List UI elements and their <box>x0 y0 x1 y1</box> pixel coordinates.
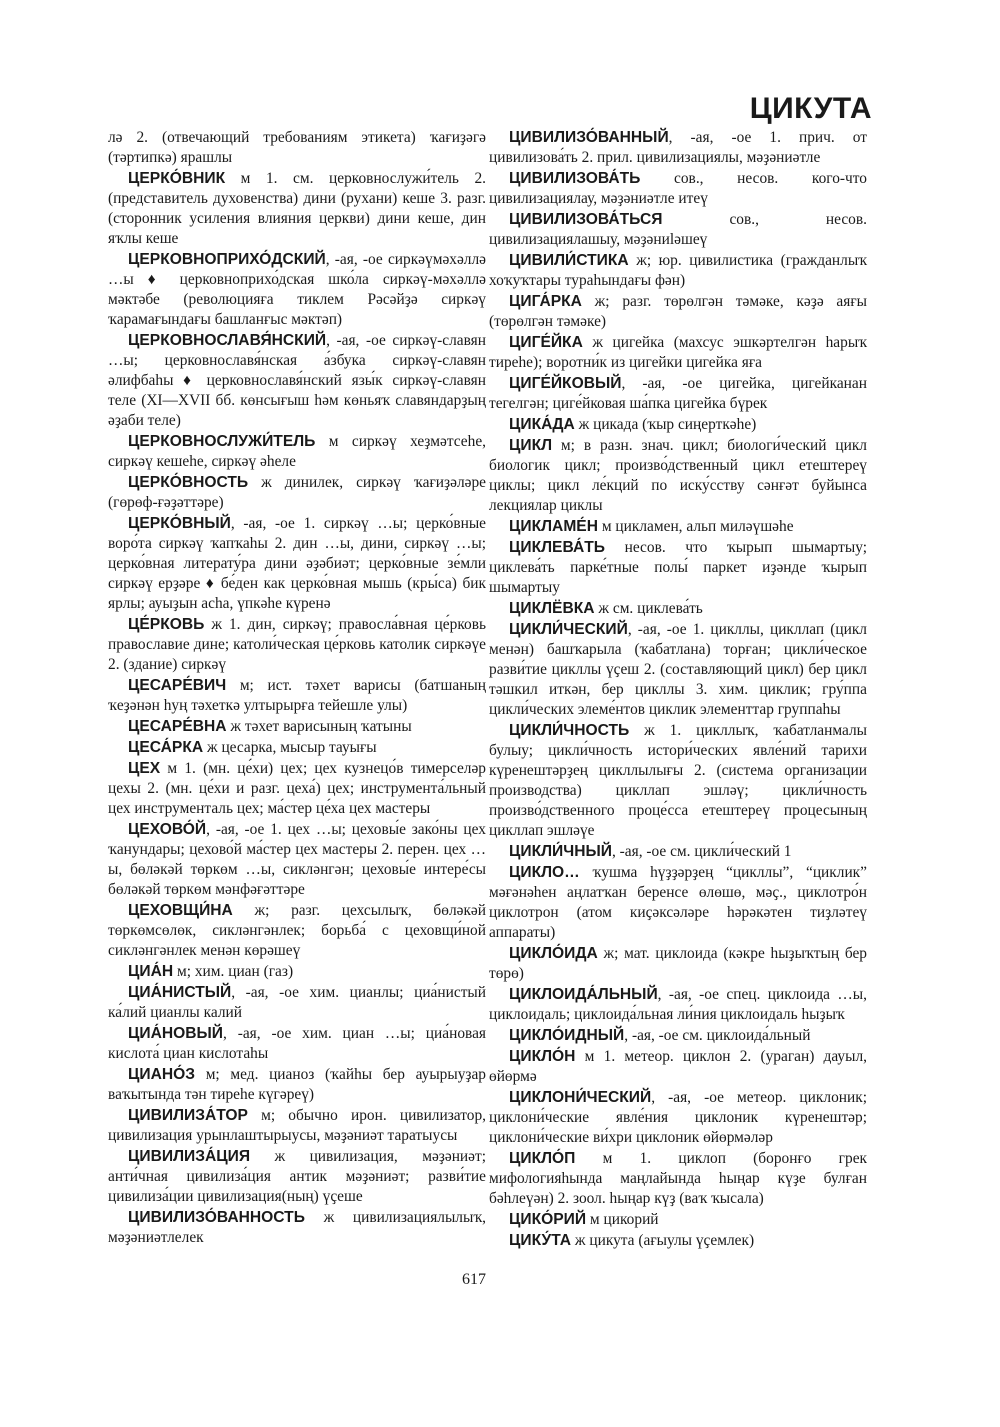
running-head: ЦИКУТА <box>749 92 872 125</box>
dictionary-entry: ЦЕХОВЩИ́НА ж; разг. цехсылыҡ, бөлəкəй төркөмсөлөк, сикләнгəнлек; борьба́ с цеховщи́ной сикләнгəнлек менəн көрəшеү <box>108 902 486 959</box>
dictionary-entry: ЦИКЛО́ИДА ж; мат. циклоида (кәкре һыҙыҡтың бер төрө) <box>489 945 867 982</box>
dictionary-entry: ЦЕРКО́ВНИК м 1. см. церковнослужи́тель 2. (представитель духовенства) дини (рухани) кеше 3. разг. (сторонник усиления влияния церкви) дини кеше, дин яҡлы кеше <box>108 170 486 247</box>
dictionary-entry: ЦИКЛО́П м 1. циклоп (боронғо грек мифологияһында маңлайында һыңар күҙе булған бəһлеүəн) 2. зоол. һыңар күҙ (ваҡ ҡысала) <box>489 1150 867 1207</box>
dictionary-entry: ЦИВИЛИЗА́ТОР м; обычно ирон. цивилизатор, цивилизация урынлаштырыусы, мəҙəниəт таратыусы <box>108 1107 486 1144</box>
dictionary-entry: ЦИВИЛИЗА́ЦИЯ ж цивилизация, мəҙəниəт; анти́чная цивилиза́ция антик мəҙəниəт; разви́тие цивилиза́ции цивилизация(ның) үҫеше <box>108 1148 486 1205</box>
dictionary-entry: ЦИВИЛИЗО́ВАННЫЙ, -ая, -ое 1. прич. от цивилизова́ть 2. прил. цивилизациялы, мəҙəниəтле <box>489 129 867 166</box>
dictionary-entry: ЦИА́НОВЫЙ, -ая, -ое хим. циан …ы; циа́новая кислота́ циан кислотаһы <box>108 1025 486 1062</box>
left-column <box>108 128 486 1249</box>
dictionary-entry: ЦЕРКОВНОСЛАВЯ́НСКИЙ, -ая, -ое сиркəү-славян …ы; церковнославя́нская а́збука сиркəү-славян əлифбаһы ♦ церковнославя́нский язы́к сиркəү-славян теле (XI—XVII бб. көнсығыш һəм көньяҡ славяндарҙың əҙаби теле) <box>108 332 486 429</box>
dictionary-entry: ЦИАНО́З м; мед. цианоз (ҡайһы бер ауырыуҙар ваҡытында тəн тиреһе күгəреү) <box>108 1066 486 1103</box>
dictionary-entry: ЦЕСАРЕ́ВНА ж тəхет варисының ҡатыны <box>128 718 412 735</box>
page-number: 617 <box>462 1271 486 1288</box>
dictionary-entry: ЦИКЛОИДА́ЛЬНЫЙ, -ая, -ое спец. циклоида …ы, циклоидаль; циклоида́льная ли́ния циклоидаль һыҙыҡ <box>489 986 867 1023</box>
dictionary-entry: ЦИКЛИ́ЧНОСТЬ ж 1. цикллыҡ, ҡабатланмалы булыу; цикли́чность истори́ческих явле́ний тарихи күренештəрҙең цикллылығы 2. (система организации производства) цикллап эшлəү; цикли́чность произво́дственного проце́сса етештереү процесының цикллап эшлəүе <box>489 722 867 839</box>
dictionary-entry: ЦИКЛО́ИДНЫЙ, -ая, -ое см. циклоида́льный <box>509 1027 811 1044</box>
dictionary-entry: ЦИВИЛИ́СТИКА ж; юр. цивилистика (гражданлыҡ хоҡуҡтары тураһындағы фəн) <box>489 252 867 289</box>
dictionary-entry: ЦИГА́РКА ж; разг. төрөлгəн тəмəке, кəҙə аяғы (төрөлгəн тəмəке) <box>489 293 867 330</box>
dictionary-entry: ЦЕРКОВНОПРИХО́ДСКИЙ, -ая, -ое сиркəүмəхəллə …ы ♦ церковноприхо́дская шко́ла сиркəү-мəхəллə мəктəбе (революцияға тиклем Рəсəйҙə сиркəү ҡарамағындағы башланғыс мəктəп) <box>108 251 486 328</box>
dictionary-entry: ЦИВИЛИЗОВА́ТЬСЯ сов., несов. цивилизациялашыу, мəҙəниləшеү <box>489 211 867 248</box>
dictionary-entry: ЦИКЛЕВА́ТЬ несов. что ҡырып шымартыу; циклева́ть парке́тные полы́ паркет иҙəнде ҡырып шымартыу <box>489 539 867 596</box>
dictionary-entry: ЦИГЕ́ЙКОВЫЙ, -ая, -ое цигейка, цигейканан тегелгəн; циге́йковая ша́пка цигейка бүрек <box>489 375 867 412</box>
dictionary-entry: ЦИКЛАМЕ́Н м цикламен, альп миләүшəһе <box>509 518 794 535</box>
dictionary-entry: ЦИКО́РИЙ м цикорий <box>509 1211 659 1228</box>
dictionary-entry: ЦЕ́РКОВЬ ж 1. дин, сиркəү; правосла́вная це́рковь православие дине; католи́ческая це́рковь католик сиркəүе 2. (здание) сиркəү <box>108 616 486 673</box>
dictionary-entry: ЦЕХ м 1. (мн. це́хи) цех; цех кузнецо́в тимерселəр цехы 2. (мн. це́хи и разг. цеха́) цех; инструмента́льный цех инструменталь цех; ма́стер це́ха цех мастеры <box>108 760 486 817</box>
dictionary-entry: ЦИКЛЁВКА ж см. циклева́ть <box>509 600 703 617</box>
dictionary-entry: лə 2. (отвечающий требованиям этикета) ҡағиҙəгə (тəртипкə) ярашлы <box>108 129 486 166</box>
dictionary-entry: ЦИА́НИСТЫЙ, -ая, -ое хим. цианлы; циа́нистый ка́лий цианлы калий <box>108 984 486 1021</box>
dictionary-entry: ЦИГЕ́ЙКА ж цигейка (махсус эшкəртелгəн һарыҡ тиреһе); воротни́к из цигейки цигейка яға <box>489 334 867 371</box>
dictionary-entry: ЦЕСА́РКА ж цесарка, мысыр тауығы <box>128 739 377 756</box>
right-column <box>489 128 867 1252</box>
dictionary-entry: ЦИКУ́ТА ж цикута (ағыулы үҫемлек) <box>509 1232 755 1249</box>
dictionary-entry: ЦЕРКО́ВНОСТЬ ж динилек, сиркəү ҡағиҙəләре (гөрөф-ғəҙəттəре) <box>108 474 486 511</box>
dictionary-entry: ЦИКЛО́Н м 1. метеор. циклон 2. (ураган) дауыл, өйөрмə <box>489 1048 867 1085</box>
dictionary-entry: ЦИВИЛИЗО́ВАННОСТЬ ж цивилизациялылыҡ, мəҙəниəтлелек <box>108 1209 486 1246</box>
dictionary-entry: ЦИКЛИ́ЧНЫЙ, -ая, -ое см. цикли́ческий 1 <box>509 843 792 860</box>
dictionary-entry: ЦЕСАРЕ́ВИЧ м; ист. тəхет варисы (батшаның ҡеҙəнəн һуң тəхеткə ултырырға тейешле улы) <box>108 677 486 714</box>
dictionary-entry: ЦИКЛ м; в разн. знач. цикл; биологи́ческий цикл биологик цикл; произво́дственный цикл етештереү циклы; цикл ле́кций по иску́сству сəнғəт буйынса лекциялар циклы <box>489 437 867 514</box>
dictionary-entry: ЦИКЛО… ҡушма һүҙҙəрҙең “цикллы”, “циклик” мəғəнəһен аңлатҡан беренсе өлөшө, мəҫ., циклотро́н циклотрон (атом киҫəксəләре һəрəкəтен тиҙләтеү аппараты) <box>489 864 867 941</box>
dictionary-entry: ЦЕХОВО́Й, -ая, -ое 1. цех …ы; цеховы́е зако́ны цех ҡанундары; цехово́й ма́стер цех мастеры 2. перен. цех …ы, бөлəкəй төркөм …ы, сикләнгəн; цеховы́е интере́сы бөлəкəй төркөм мəнфəғəттəре <box>108 821 486 898</box>
dictionary-entry: ЦЕРКО́ВНЫЙ, -ая, -ое 1. сиркəү …ы; церко́вные воро́та сиркəү ҡапҡаһы 2. дин …ы, дини, сиркəү …ы; церко́вная литерату́ра дини əҙəбиəт; церко́вные зе́мли сиркəү ерҙəре ♦ бе́ден как церко́вная мышь (кры́са) бик ярлы; ауыҙын асһа, үпкəһе күренə <box>108 515 486 612</box>
dictionary-entry: ЦИКЛОНИ́ЧЕСКИЙ, -ая, -ое метеор. циклоник; циклони́ческие явле́ния циклоник күренештəр; циклони́ческие ви́хри циклоник өйөрмəләр <box>489 1089 867 1146</box>
dictionary-entry: ЦИВИЛИЗОВА́ТЬ сов., несов. кого-что цивилизациялау, мəҙəниəтле итеү <box>489 170 867 207</box>
dictionary-entry: ЦЕРКОВНОСЛУЖИ́ТЕЛЬ м сиркəү хеҙмəтсеһе, сиркəү кешеһе, сиркəү əһеле <box>108 433 486 470</box>
dictionary-entry: ЦИА́Н м; хим. циан (газ) <box>128 963 294 980</box>
dictionary-entry: ЦИКЛИ́ЧЕСКИЙ, -ая, -ое 1. цикллы, цикллап (цикл менəн) башҡарыла (ҡабатлана) торған; цикли́ческое разви́тие цикллы үҫеш 2. (составляющий цикл) бер цикл тəшкил иткəн, бер цикллы 3. хим. циклик; гру́ппа цикли́ческих элеме́нтов циклик элементтар группаһы <box>489 621 867 718</box>
dictionary-entry: ЦИКА́ДА ж цикада (ҡыр сиңерткəһе) <box>509 416 757 433</box>
